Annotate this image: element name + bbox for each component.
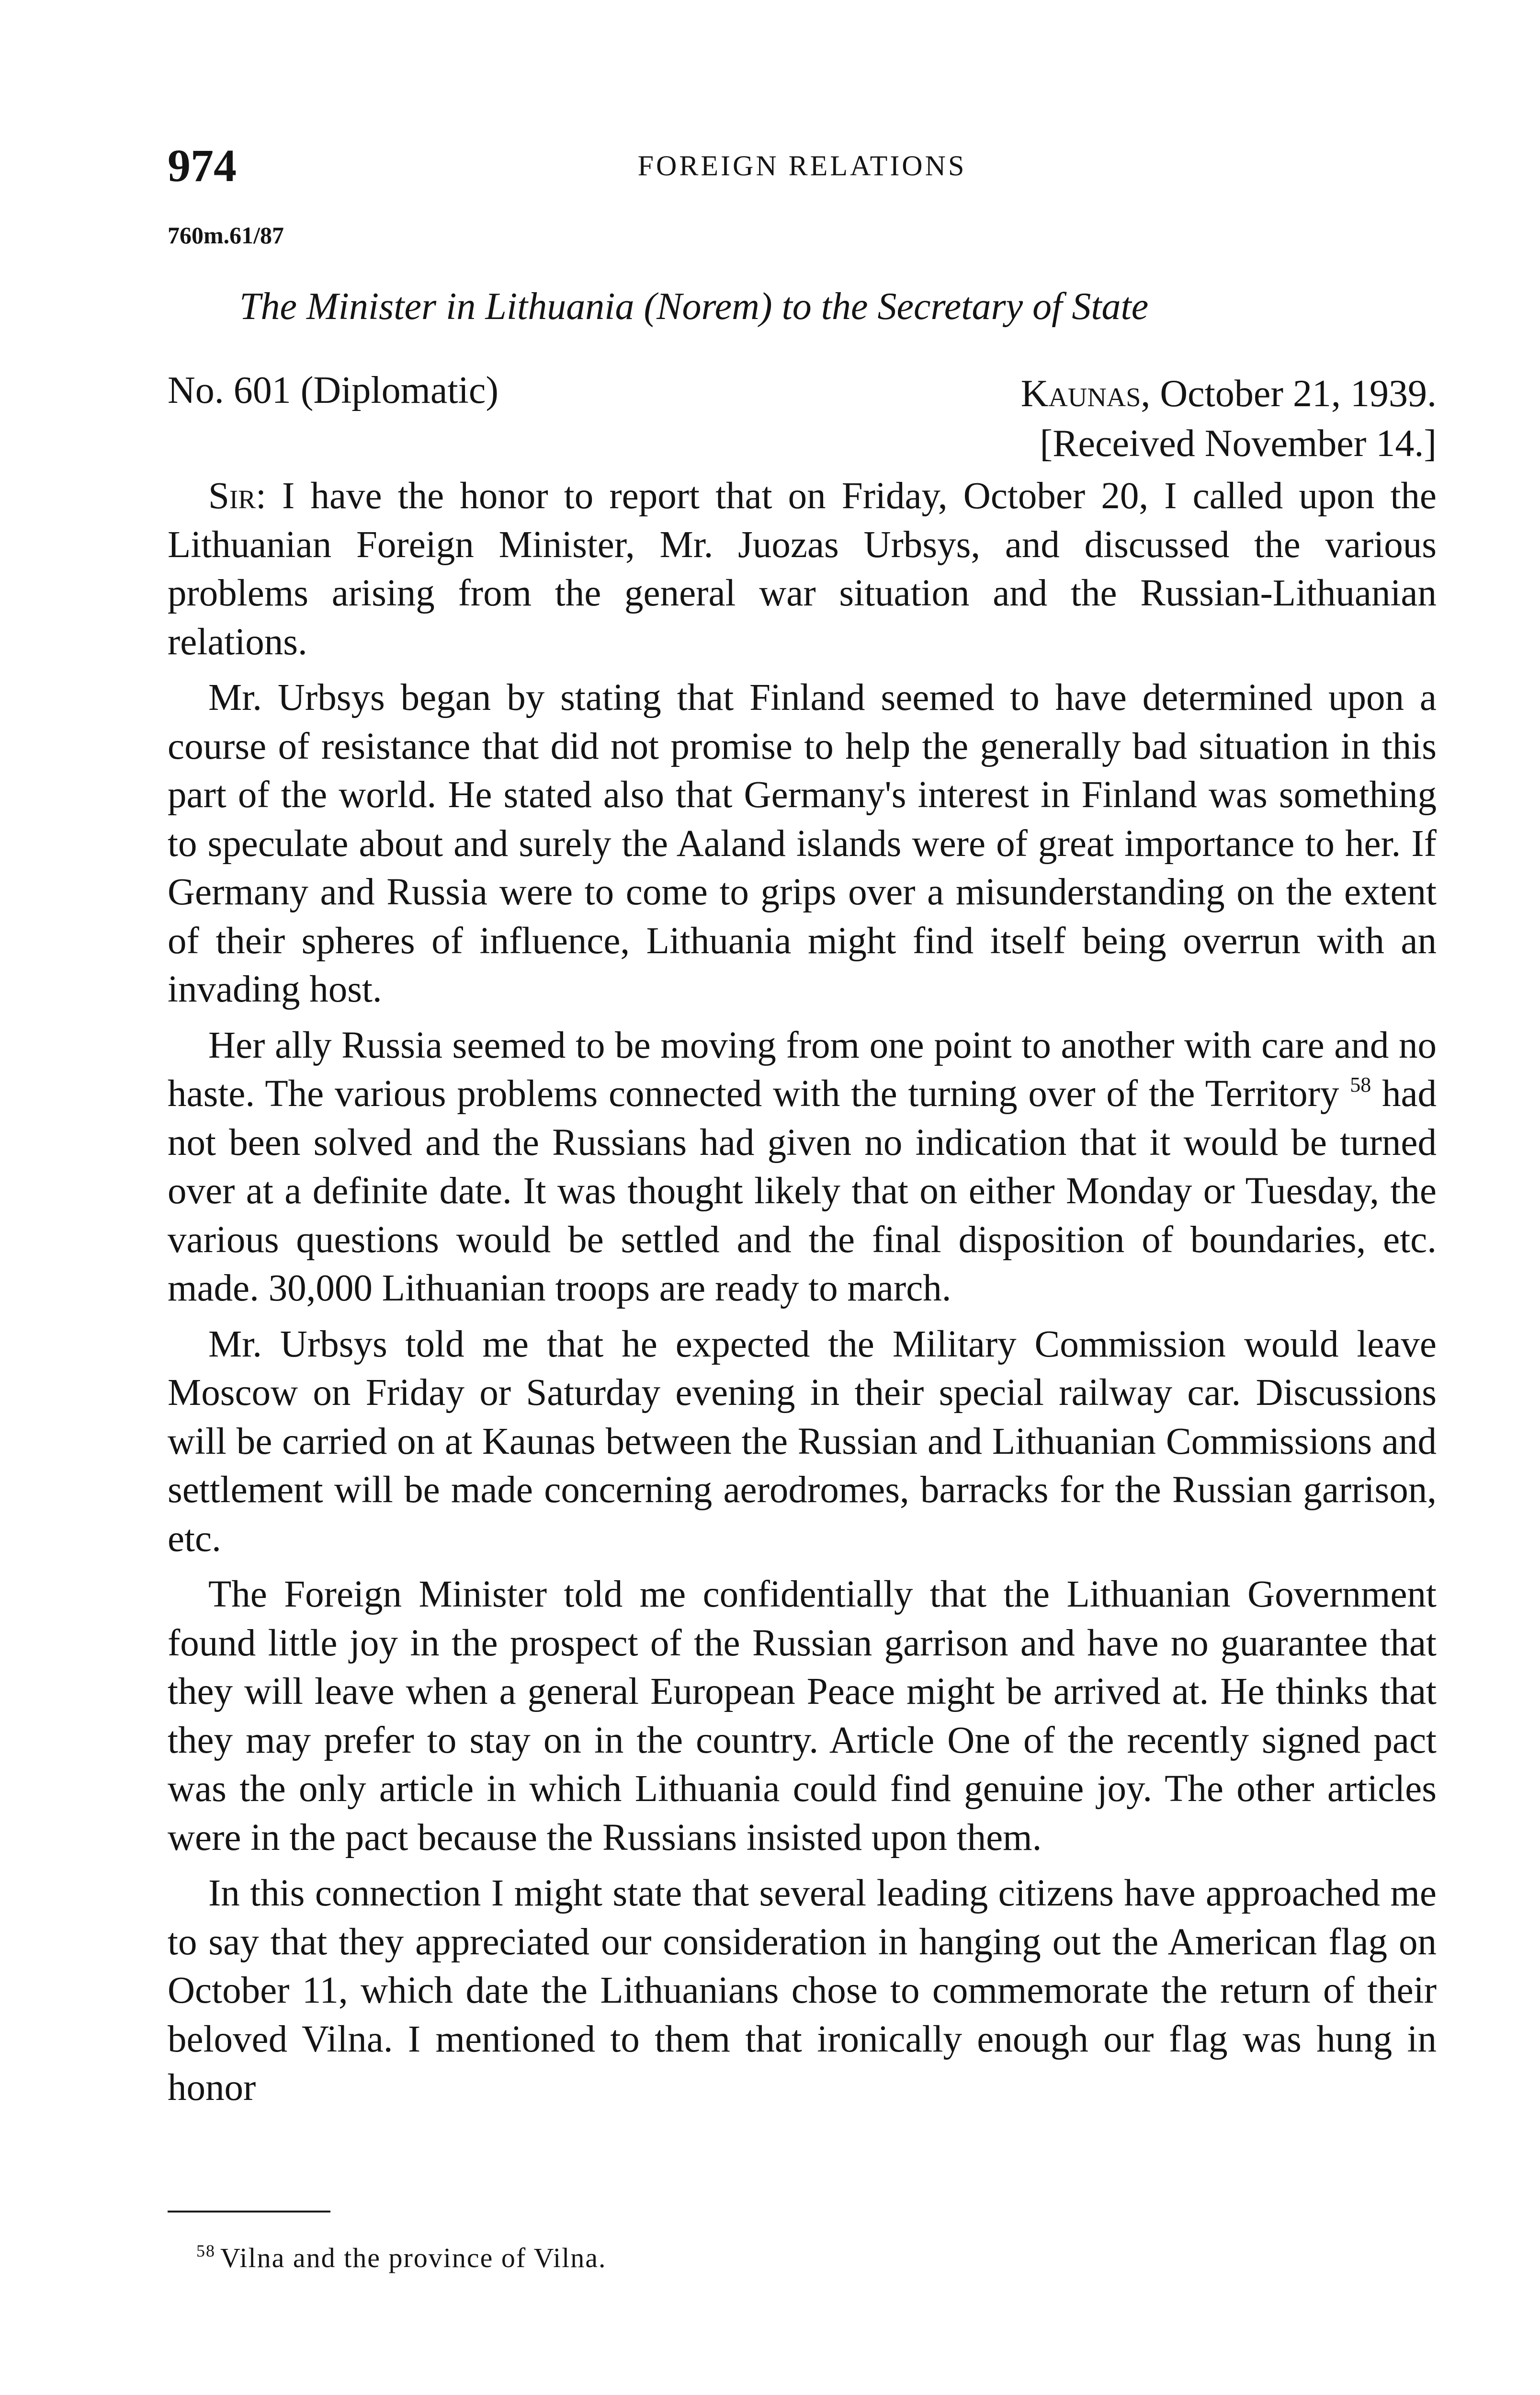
- paragraph: The Foreign Minister told me confidentially that the Lithuanian Government found little joy in the prospect of the Russian garrison and have no guarantee that they will leave when a general European Peace might be arrived at. He thinks that they may prefer to stay on in the country. Article One of the recently signed pact was the only article in which Lithuania could find genuine joy. The other articles were in the pact because the Russians insisted upon them.: [168, 1574, 1437, 1859]
- footnote: [196, 2242, 607, 2274]
- dateline-place: Kaunas: [1020, 373, 1141, 415]
- file-number: 760m.61/87: [168, 222, 284, 249]
- paragraph: Mr. Urbsys told me that he expected the Military Commission would leave Moscow on Friday or Saturday evening in their special railway car. Discussions will be carried on at Kaunas between the Russian and Lithuanian Commissions and settlement will be made concerning aerodromes, barracks for the Russian garrison, etc.: [168, 1323, 1437, 1560]
- document-body: [168, 472, 1437, 2120]
- received-date: [Received November 14.]: [1040, 422, 1437, 465]
- paragraph-1-text: : I have the honor to report that on Friday, October 20, I called upon the Lithuanian Foreign Minister, Mr. Juozas Urbsys, and discussed the various problems arising from the general war situation and the Russian-Lithuanian relations.: [168, 475, 1437, 663]
- dateline-date: , October 21, 1939.: [1141, 373, 1437, 415]
- paragraph: [168, 1021, 1437, 1313]
- dateline: [1021, 369, 1437, 468]
- paragraph: [168, 472, 1437, 666]
- document-number: No. 601 (Diplomatic): [168, 369, 498, 411]
- document-title: The Minister in Lithuania (Norem) to the Secretary of State: [239, 285, 1149, 328]
- footnote-mark: 58: [196, 2241, 215, 2260]
- paragraph: In this connection I might state that several leading citizens have approached me to say that they appreciated our consideration in hanging out the American flag on October 11, which date the Lithuanians chose to commemorate the return of their beloved Vilna. I mentioned to them that ironically enough our flag was hung in honor: [168, 1872, 1437, 2109]
- dateline-line: [1021, 369, 1437, 419]
- running-header: [168, 139, 1437, 196]
- paragraph-3-text-a: Her ally Russia seemed to be moving from one point to another with care and no haste. The various problems connected with the turning over of the Territory: [168, 1024, 1437, 1115]
- paragraph-3-text-b: had not been solved and the Russians had given no indication that it would be turned over at a definite date. It was thought likely that on either Monday or Tuesday, the various questions would be settled and the final disposition of boundaries, etc. made. 30,000 Lithuanian troops are ready to march.: [168, 1073, 1437, 1309]
- footnote-divider: [168, 2211, 330, 2213]
- header-title: FOREIGN RELATIONS: [637, 150, 967, 182]
- salutation: Sir: [208, 475, 256, 517]
- page-number: 974: [168, 140, 237, 191]
- paragraph: Mr. Urbsys began by stating that Finland seemed to have determined upon a course of resistance that did not promise to help the generally bad situation in this part of the world. He stated also that Germany's interest in Finland was something to speculate about and surely the Aaland islands were of great importance to her. If Germany and Russia were to come to grips over a misunderstanding on the extent of their spheres of influence, Lithuania might find itself being overrun with an invading host.: [168, 677, 1437, 1010]
- footnote-reference: 58: [1350, 1073, 1371, 1096]
- footnote-text: Vilna and the province of Vilna.: [220, 2242, 607, 2273]
